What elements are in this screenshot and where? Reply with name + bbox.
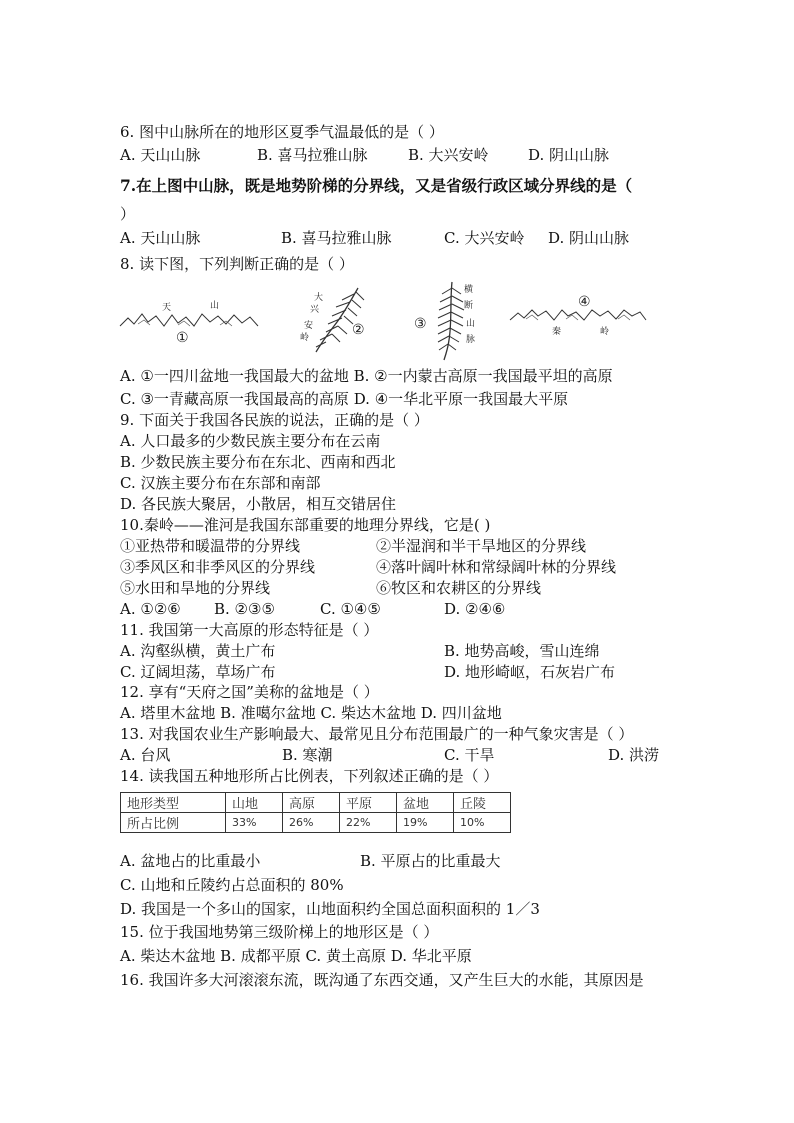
table-cell: 丘陵	[454, 793, 511, 813]
q11-option-d[interactable]: D. 地形崎岖，石灰岩广布	[444, 663, 616, 681]
q14-stem: 14. 读我国五种地形所占比例表，下列叙述正确的是（ ）	[120, 767, 499, 785]
q14-option-d[interactable]: D. 我国是一个多山的国家，山地面积约全国总面积面积的 1／3	[120, 900, 540, 918]
q16-stem: 16. 我国许多大河滚滚东流，既沟通了东西交通，又产生巨大的水能，其原因是	[120, 971, 644, 989]
q9-option-b[interactable]: B. 少数民族主要分布在东北、西南和西北	[120, 453, 396, 471]
q7-stem: 7.在上图中山脉，既是地势阶梯的分界线，又是省级行政区域分界线的是（	[120, 176, 633, 195]
marker-1: ①	[176, 330, 189, 346]
q7-stem-cont: ）	[120, 205, 136, 223]
q10-option-b[interactable]: B. ②③⑤	[214, 600, 275, 618]
q7-option-b[interactable]: B. 喜马拉雅山脉	[281, 229, 392, 247]
q6-option-c[interactable]: B. 大兴安岭	[408, 146, 489, 164]
q13-option-a[interactable]: A. 台风	[120, 746, 171, 764]
q14-option-a[interactable]: A. 盆地占的比重最小	[120, 852, 261, 870]
q10-item-2: ②半湿润和半干旱地区的分界线	[376, 537, 587, 555]
q8-stem: 8. 读下图，下列判断正确的是（ ）	[120, 255, 354, 273]
daxinganling-label-4: 岭	[300, 333, 310, 343]
marker-4: ④	[578, 294, 591, 310]
q6-stem: 6. 图中山脉所在的地形区夏季气温最低的是（ ）	[120, 123, 444, 141]
table-cell: 山地	[226, 793, 283, 813]
table-cell: 高原	[283, 793, 340, 813]
q14-option-b[interactable]: B. 平原占的比重最大	[360, 852, 501, 870]
q9-option-d[interactable]: D. 各民族大聚居，小散居，相互交错居住	[120, 495, 397, 513]
q6-option-a[interactable]: A. 天山山脉	[120, 146, 201, 164]
q10-item-5: ⑤水田和旱地的分界线	[120, 579, 271, 597]
table-cell: 26%	[283, 813, 340, 833]
table-cell: 19%	[397, 813, 454, 833]
table-cell: 地形类型	[121, 793, 226, 813]
q14-option-c[interactable]: C. 山地和丘陵约占总面积的 80%	[120, 876, 344, 894]
q7-option-d[interactable]: D. 阴山山脉	[548, 229, 630, 247]
daxinganling-label-3: 安	[304, 321, 314, 331]
table-row	[121, 813, 511, 833]
hengduan-label-1: 横	[464, 285, 474, 295]
daxinganling-label-2: 兴	[310, 305, 320, 315]
q8-options-cd[interactable]: C. ③一青藏高原一我国最高的高原 D. ④一华北平原一我国最大平原	[120, 390, 569, 408]
figure-qinling	[508, 288, 648, 340]
q10-option-c[interactable]: C. ①④⑤	[320, 600, 381, 618]
qinling-label-2: 岭	[600, 327, 610, 337]
q9-option-c[interactable]: C. 汉族主要分布在东部和南部	[120, 474, 321, 492]
marker-3: ③	[414, 316, 427, 332]
table-cell: 盆地	[397, 793, 454, 813]
q10-item-6: ⑥牧区和农耕区的分界线	[376, 579, 542, 597]
q10-item-1: ①亚热带和暖温带的分界线	[120, 537, 301, 555]
q11-option-c[interactable]: C. 辽阔坦荡，草场广布	[120, 663, 276, 681]
q12-options[interactable]: A. 塔里木盆地 B. 准噶尔盆地 C. 柴达木盆地 D. 四川盆地	[120, 704, 502, 722]
q6-option-d[interactable]: D. 阴山山脉	[528, 146, 610, 164]
figure-hengduan	[412, 278, 494, 362]
terrain-proportion-table	[120, 792, 511, 833]
q13-stem: 13. 对我国农业生产影响最大、最常见且分布范围最广的一种气象灾害是（ ）	[120, 725, 634, 743]
hengduan-label-3: 山	[466, 319, 476, 329]
q7-option-a[interactable]: A. 天山山脉	[120, 229, 201, 247]
q8-options-ab[interactable]: A. ①一四川盆地一我国最大的盆地 B. ②一内蒙古高原一我国最平坦的高原	[120, 367, 613, 385]
table-cell: 22%	[340, 813, 397, 833]
table-cell: 平原	[340, 793, 397, 813]
figure-tianshan	[118, 290, 263, 350]
figure-daxinganling	[280, 282, 380, 358]
hengduan-label-2: 断	[464, 301, 474, 311]
q11-option-b[interactable]: B. 地势高峻，雪山连绵	[444, 642, 600, 660]
q15-stem: 15. 位于我国地势第三级阶梯上的地形区是（ ）	[120, 923, 439, 941]
table-cell: 10%	[454, 813, 511, 833]
q12-stem: 12. 享有“天府之国”美称的盆地是（ ）	[120, 683, 379, 701]
q13-option-c[interactable]: C. 干旱	[444, 746, 495, 764]
table-cell: 所占比例	[121, 813, 226, 833]
q13-option-d[interactable]: D. 洪涝	[608, 746, 660, 764]
q9-stem: 9. 下面关于我国各民族的说法，正确的是（ ）	[120, 411, 429, 429]
marker-2: ②	[352, 322, 365, 338]
q13-option-b[interactable]: B. 寒潮	[282, 746, 333, 764]
q11-stem: 11. 我国第一大高原的形态特征是（ ）	[120, 621, 379, 639]
qinling-label-1: 秦	[552, 327, 562, 337]
tianshan-label-2: 山	[210, 301, 220, 311]
q9-option-a[interactable]: A. 人口最多的少数民族主要分布在云南	[120, 432, 381, 450]
q15-options[interactable]: A. 柴达木盆地 B. 成都平原 C. 黄土高原 D. 华北平原	[120, 947, 472, 965]
q10-item-4: ④落叶阔叶林和常绿阔叶林的分界线	[376, 558, 617, 576]
daxinganling-label-1: 大	[314, 293, 324, 303]
q6-option-b[interactable]: B. 喜马拉雅山脉	[257, 146, 368, 164]
table-header-row	[121, 793, 511, 813]
q10-stem: 10.秦岭——淮河是我国东部重要的地理分界线，它是( )	[120, 516, 491, 534]
q11-option-a[interactable]: A. 沟壑纵横，黄土广布	[120, 642, 276, 660]
table-cell: 33%	[226, 813, 283, 833]
q7-option-c[interactable]: C. 大兴安岭	[444, 229, 525, 247]
hengduan-label-4: 脉	[466, 335, 476, 345]
q10-option-d[interactable]: D. ②④⑥	[444, 600, 506, 618]
tianshan-label-1: 天	[162, 303, 172, 313]
q10-item-3: ③季风区和非季风区的分界线	[120, 558, 316, 576]
q10-option-a[interactable]: A. ①②⑥	[120, 600, 181, 618]
